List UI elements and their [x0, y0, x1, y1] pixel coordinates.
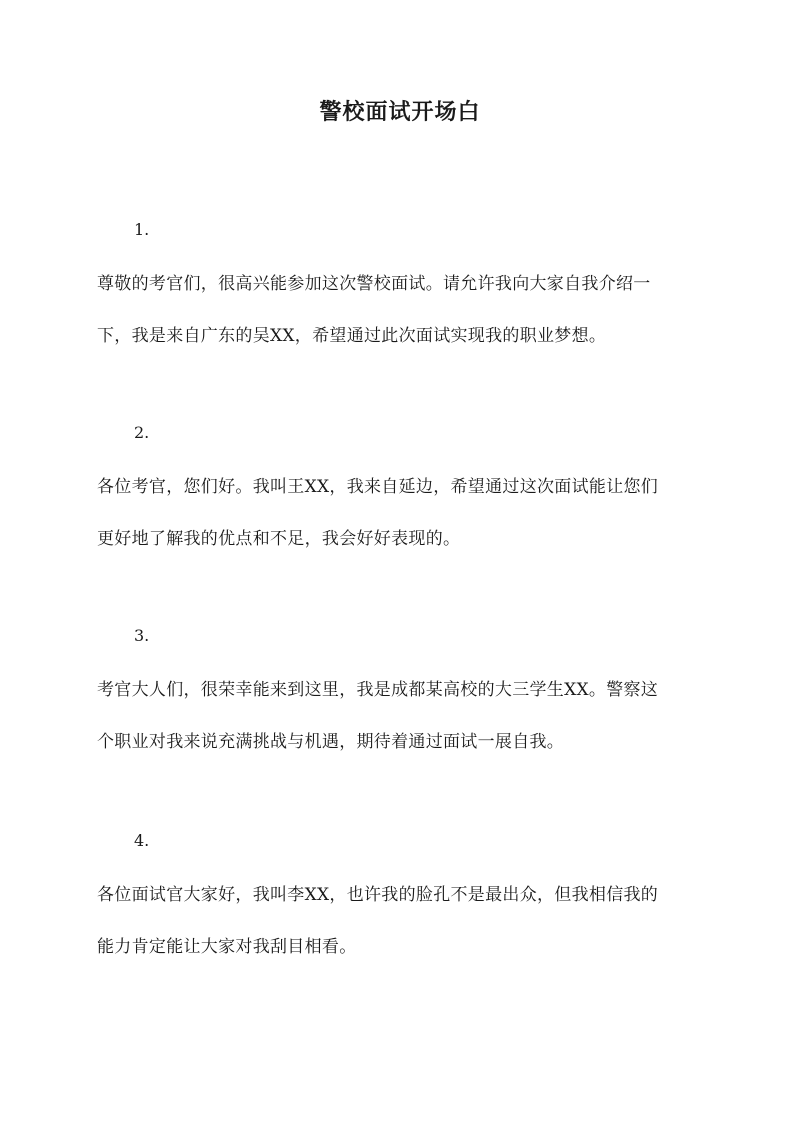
section-paragraph — [97, 258, 707, 362]
section-paragraph — [97, 461, 707, 565]
paragraph-line: 更好地了解我的优点和不足，我会好好表现的。 — [97, 529, 461, 549]
intro-section-4 — [97, 829, 707, 973]
intro-section-3 — [97, 624, 707, 768]
paragraph-line: 个职业对我来说充满挑战与机遇，期待着通过面试一展自我。 — [97, 732, 565, 752]
paragraph-line: 下，我是来自广东的吴XX，希望通过此次面试实现我的职业梦想。 — [97, 326, 607, 346]
intro-section-1 — [97, 218, 707, 362]
paragraph-line: 能力肯定能让大家对我刮目相看。 — [97, 937, 357, 957]
paragraph-line: 尊敬的考官们，很高兴能参加这次警校面试。请允许我向大家自我介绍一 — [97, 274, 651, 294]
intro-section-2 — [97, 421, 707, 565]
section-number: 1. — [134, 220, 150, 239]
section-number: 2. — [134, 423, 150, 442]
paragraph-line: 各位考官，您们好。我叫王XX，我来自延边，希望通过这次面试能让您们 — [97, 477, 659, 497]
document-title: 警校面试开场白 — [319, 99, 481, 125]
section-number: 3. — [134, 626, 150, 645]
paragraph-line: 各位面试官大家好，我叫李XX，也许我的脸孔不是最出众，但我相信我的 — [97, 885, 659, 905]
section-paragraph — [97, 664, 707, 768]
section-paragraph — [97, 869, 707, 973]
section-number: 4. — [134, 831, 150, 850]
paragraph-line: 考官大人们，很荣幸能来到这里，我是成都某高校的大三学生XX。警察这 — [97, 680, 659, 700]
